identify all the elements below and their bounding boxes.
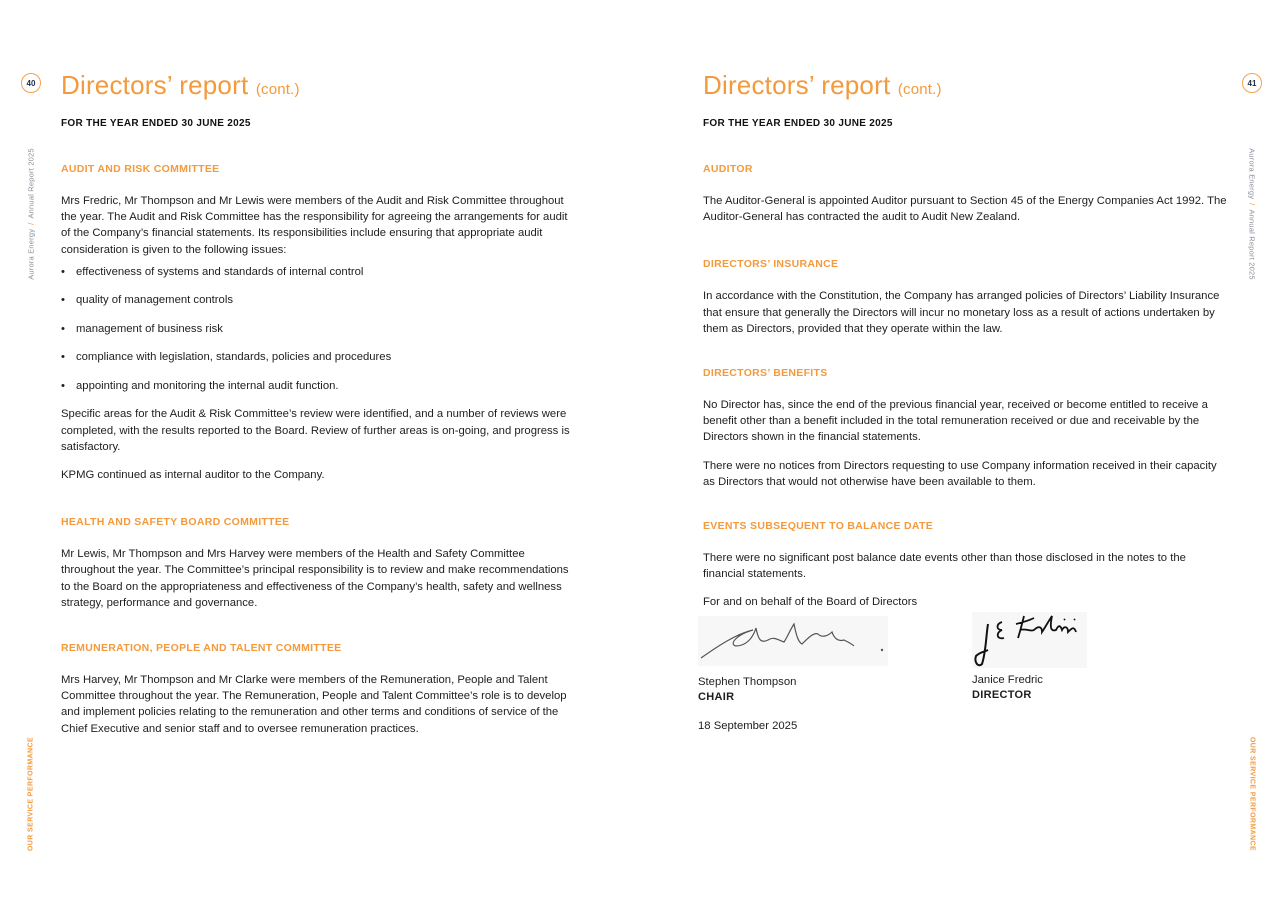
events-subsequent-paragraph: There were no significant post balance date events other than those disclosed in the notes to the financial statements. xyxy=(703,552,1186,581)
directors-insurance-paragraph: In accordance with the Constitution, the Company has arranged policies of Directors’ Liability Insurance that ensure that generally the Directors will incur no monetary loss as a result of actions undertaken by them as Directors, provided that they operate within the law. xyxy=(703,290,1220,335)
signatory-role: DIRECTOR xyxy=(972,689,1032,701)
right-page-content xyxy=(703,68,1228,611)
signatory-chair xyxy=(698,616,888,732)
section-heading-directors-benefits: DIRECTORS’ BENEFITS xyxy=(703,367,828,380)
section-tab-label: OUR SERVICE PERFORMANCE xyxy=(1248,736,1256,852)
signatory-name: Janice Fredric xyxy=(972,674,1043,686)
side-label-org: Aurora Energy xyxy=(26,228,36,280)
on-behalf-statement: For and on behalf of the Board of Directors xyxy=(703,596,918,609)
side-label-title: Annual Report 2025 xyxy=(26,148,36,219)
directors-notices-paragraph: There were no notices from Directors requesting to use Company information received in their capacity as Directors that would not otherwise have been available to them. xyxy=(703,459,1217,488)
audit-risk-intro: Mrs Fredric, Mr Thompson and Mr Lewis were members of the Audit and Risk Committee throughout the year. The Audit and Risk Committee has the responsibility for agreeing the arrangements for audit of the Company’s financial statements. Its responsibilities include ensuring that appropriate audit consideration is given to the following issues: xyxy=(61,195,568,256)
page-subtitle: FOR THE YEAR ENDED 30 JUNE 2025 xyxy=(703,118,893,129)
right-page xyxy=(641,0,1283,907)
page-title-text: Directors’ report xyxy=(703,70,891,100)
page-title-suffix: (cont.) xyxy=(897,81,942,98)
side-label-separator: / xyxy=(1247,203,1257,206)
page-title xyxy=(61,68,576,107)
list-item: • quality of management controls xyxy=(61,292,576,308)
signature-image-fredric xyxy=(972,612,1087,668)
audit-risk-kpmg-paragraph: KPMG continued as internal auditor to the Company. xyxy=(61,468,325,481)
page-number-badge: 40 xyxy=(21,73,41,93)
left-page xyxy=(0,0,641,907)
health-safety-paragraph: Mr Lewis, Mr Thompson and Mrs Harvey were members of the Health and Safety Committee throughout the year. The Committee’s principal responsibility is to review and make recommendations to the Board on the appropriateness and effectiveness of the Company’s health, safety and wellness strategy, performance and governance. xyxy=(61,548,569,609)
section-heading-directors-insurance: DIRECTORS’ INSURANCE xyxy=(703,258,839,271)
page-title-suffix: (cont.) xyxy=(255,81,300,98)
section-tab-label: OUR SERVICE PERFORMANCE xyxy=(27,736,35,852)
page-title xyxy=(703,68,1228,107)
audit-risk-review-paragraph: Specific areas for the Audit & Risk Committee’s review were identified, and a number of reviews were completed, with the results reported to the Board. Review of further areas is on-going, and progress is satisfactory. xyxy=(61,408,570,453)
directors-benefits-paragraph: No Director has, since the end of the previous financial year, received or become entitled to receive a benefit other than a benefit included in the total remuneration received or due and receivable by the Directors shown in the financial statements. xyxy=(703,399,1208,444)
section-heading-events-subsequent: EVENTS SUBSEQUENT TO BALANCE DATE xyxy=(703,520,934,533)
signatory-director xyxy=(972,612,1087,701)
side-label-separator: / xyxy=(26,222,36,225)
page-title-text: Directors’ report xyxy=(61,70,249,100)
signatory-role: CHAIR xyxy=(698,691,735,703)
section-heading-remuneration: REMUNERATION, PEOPLE AND TALENT COMMITTEE xyxy=(61,641,342,654)
left-page-content xyxy=(61,68,576,737)
signatory-name: Stephen Thompson xyxy=(698,676,797,688)
side-label-publication xyxy=(27,148,36,280)
remuneration-paragraph: Mrs Harvey, Mr Thompson and Mr Clarke were members of the Remuneration, People and Talent Committee throughout the year. The Remuneration, People and Talent Committee’s role is to develop and implement policies relating to the remuneration and other terms and conditions of service of the Chief Executive and senior staff and to oversee remuneration practices. xyxy=(61,673,567,735)
section-heading-audit-risk: AUDIT AND RISK COMMITTEE xyxy=(61,163,220,175)
list-item: • appointing and monitoring the internal audit function. xyxy=(61,378,576,394)
section-heading-health-safety: HEALTH AND SAFETY BOARD COMMITTEE xyxy=(61,516,290,529)
list-item: • management of business risk xyxy=(61,321,576,337)
section-heading-auditor: AUDITOR xyxy=(703,163,753,175)
list-item: • compliance with legislation, standards, policies and procedures xyxy=(61,349,576,365)
side-label-org: Aurora Energy xyxy=(1247,148,1257,200)
audit-risk-issues-list xyxy=(61,264,576,394)
signing-date: 18 September 2025 xyxy=(698,720,798,732)
list-item: • effectiveness of systems and standards of internal control xyxy=(61,264,576,280)
auditor-paragraph: The Auditor-General is appointed Auditor pursuant to Section 45 of the Energy Companies Act 1992. The Auditor-General has contracted the audit to Audit New Zealand. xyxy=(703,195,1227,224)
side-label-title: Annual Report 2025 xyxy=(1247,209,1257,280)
side-label-publication xyxy=(1248,148,1257,280)
page-subtitle: FOR THE YEAR ENDED 30 JUNE 2025 xyxy=(61,118,251,129)
signature-image-thompson xyxy=(698,616,888,668)
page-number-badge: 41 xyxy=(1242,73,1262,93)
